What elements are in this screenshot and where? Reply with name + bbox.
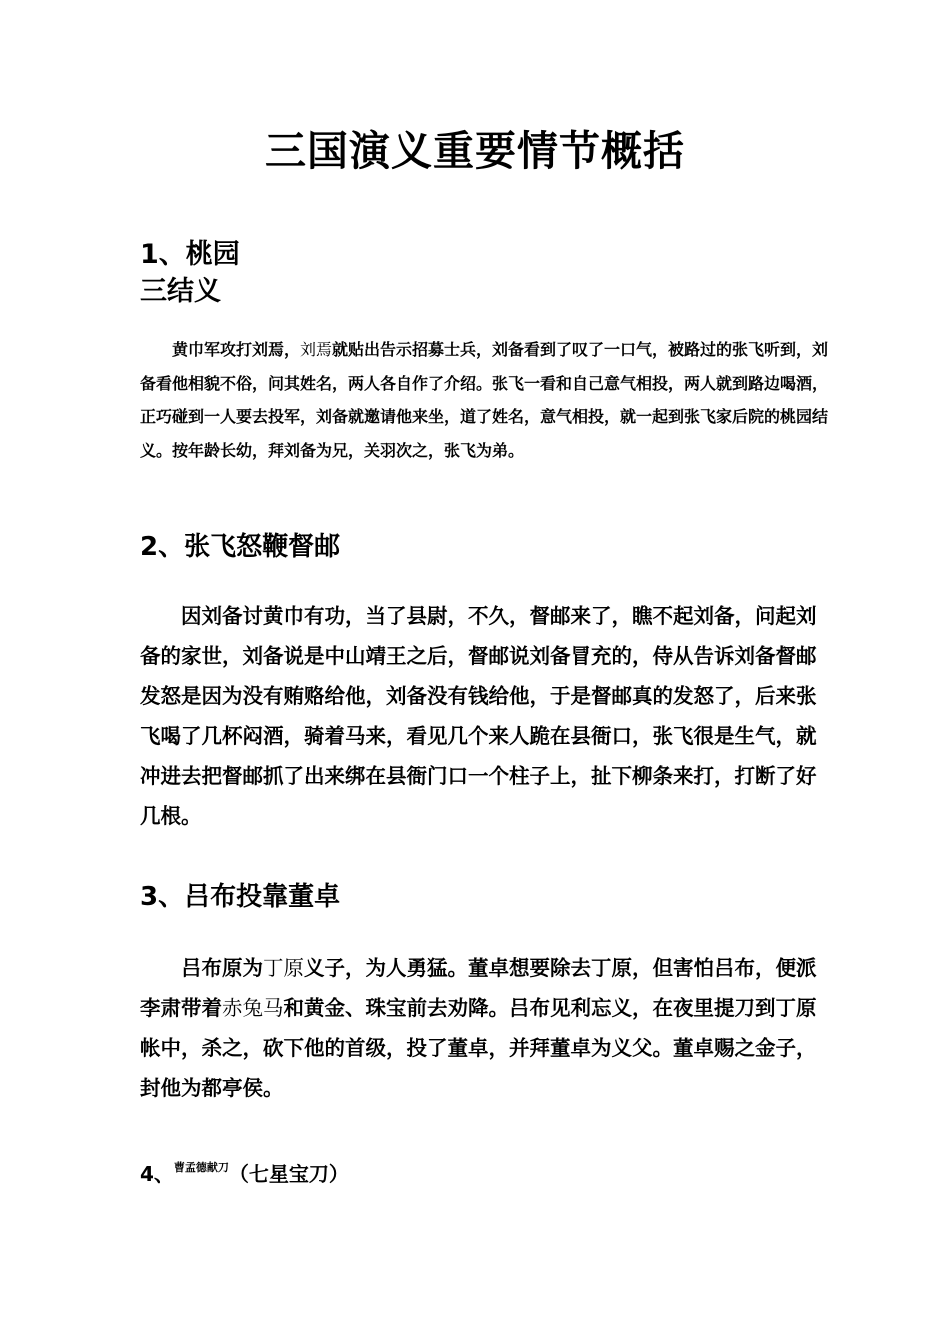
section-4-suffix: （七星宝刀） [228, 1162, 349, 1186]
section-3-heading: 3、吕布投靠董卓 [140, 882, 341, 912]
section-3-text-d: 赤兔马 [222, 996, 284, 1020]
section-1-paragraph [140, 333, 830, 467]
section-1-heading [140, 236, 240, 310]
section-1-text-a: 黄巾军攻打刘焉， [172, 340, 301, 359]
section-1-text-c: 就贴出告示招募士兵，刘备看到了叹了一口气，被路过的张飞听到，刘备看他相貌不俗，问其姓名，两人各自作了介绍。张飞一看和自己意气相投，两人就到路边喝酒，正巧碰到一人要去投军，刘备就邀请他来坐，道了姓名，意气相投，就一起到张飞家后院的桃园结义。按年龄长幼，拜刘备为兄，关羽次之，张飞为弟。 [140, 340, 829, 460]
section-3-text-b: 丁原 [263, 956, 304, 980]
section-2-heading: 2、张飞怒鞭督邮 [140, 532, 341, 562]
section-1-text-b: 刘焉 [300, 340, 333, 359]
section-4-heading [140, 1158, 349, 1187]
section-3-text-c: 义子，为人勇猛。董卓想要除去丁原，但害怕吕布，便派李肃带着 [140, 956, 817, 1020]
section-4-title-small: 曹孟德献刀 [173, 1161, 229, 1174]
page-title: 三国演义重要情节概括 [265, 127, 685, 175]
section-3-text-e: 和黄金、珠宝前去劝降。吕布见利忘义，在夜里提刀到丁原帐中，杀之，砍下他的首级，投了董卓，并拜董卓为义父。董卓赐之金子，封他为都亭侯。 [140, 996, 817, 1100]
section-3-text-a: 吕布原为 [181, 956, 263, 980]
section-3-paragraph [140, 948, 830, 1108]
section-4-prefix: 4、 [140, 1162, 174, 1186]
section-1-heading-line1: 1、桃园 [140, 239, 240, 270]
section-1-heading-line2: 三结义 [140, 276, 221, 307]
section-2-paragraph: 因刘备讨黄巾有功，当了县尉，不久，督邮来了，瞧不起刘备，问起刘备的家世，刘备说是中山靖王之后，督邮说刘备冒充的，侍从告诉刘备督邮发怒是因为没有贿赂给他，刘备没有钱给他，于是督邮真的发怒了，后来张飞喝了几杯闷酒，骑着马来，看见几个来人跪在县衙口，张飞很是生气，就冲进去把督邮抓了出来绑在县衙门口一个柱子上，扯下柳条来打，打断了好几根。 [140, 604, 817, 828]
